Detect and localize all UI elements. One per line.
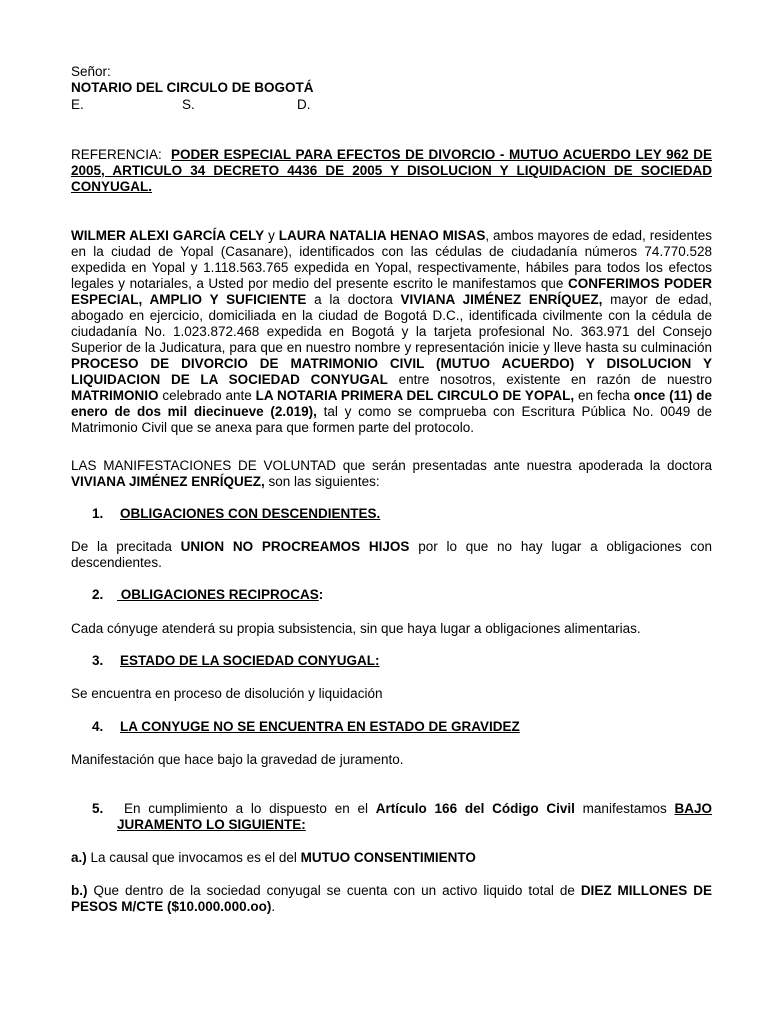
esd-s: S. bbox=[182, 97, 195, 112]
item-3-number: 3. bbox=[92, 653, 104, 668]
manifestations-paragraph: LAS MANIFESTACIONES DE VOLUNTAD que serán presentadas ante nuestra apoderada la doctora VIVIANA JIMÉNEZ ENRÍQUEZ, son las siguientes: bbox=[71, 458, 712, 489]
oath-heading: BAJO JURAMENTO LO SIGUIENTE: bbox=[117, 801, 712, 832]
power-grant: CONFERIMOS PODER ESPECIAL, AMPLIO Y SUFICIENTE bbox=[71, 276, 712, 307]
recipient: NOTARIO DEL CIRCULO DE BOGOTÁ bbox=[71, 80, 314, 95]
item-5-number: 5. bbox=[92, 801, 104, 816]
item-4-text: Manifestación que hace bajo la gravedad de juramento. bbox=[71, 752, 404, 767]
salutation: Señor: bbox=[71, 64, 111, 79]
notary-name: LA NOTARIA PRIMERA DEL CIRCULO DE YOPAL, bbox=[255, 388, 575, 403]
item-4-number: 4. bbox=[92, 719, 104, 734]
clause-a: a.) La causal que invocamos es el del MUTUO CONSENTIMIENTO bbox=[71, 850, 476, 865]
reference-label: REFERENCIA: bbox=[71, 147, 162, 162]
party-2-name: LAURA NATALIA HENAO MISAS bbox=[278, 228, 486, 243]
item-1-text: De la precitada UNION NO PROCREAMOS HIJOS por lo que no hay lugar a obligaciones con descendientes. bbox=[71, 539, 712, 570]
esd-e: E. bbox=[71, 97, 84, 112]
item-1-heading: OBLIGACIONES CON DESCENDIENTES. bbox=[120, 506, 381, 521]
party-1-name: WILMER ALEXI GARCÍA CELY bbox=[71, 228, 265, 243]
item-3-text: Se encuentra en proceso de disolución y liquidación bbox=[71, 686, 383, 701]
reference-text: PODER ESPECIAL PARA EFECTOS DE DIVORCIO - MUTUO ACUERDO LEY 962 DE 2005, ARTICULO 34 DECRETO 4436 DE 2005 Y DISOLUCION Y LIQUIDACION DE SOCIEDAD CONYUGAL. bbox=[71, 147, 712, 194]
item-3-heading: ESTADO DE LA SOCIEDAD CONYUGAL: bbox=[120, 653, 380, 668]
item-1-number: 1. bbox=[92, 506, 104, 521]
article-reference: Artículo 166 del Código Civil bbox=[375, 801, 575, 816]
item-4-heading: LA CONYUGE NO SE ENCUENTRA EN ESTADO DE GRAVIDEZ bbox=[120, 719, 520, 734]
item-2-number: 2. bbox=[92, 587, 104, 602]
cause-name: MUTUO CONSENTIMIENTO bbox=[300, 850, 476, 865]
marriage-date: once (11) de enero de dos mil diecinueve (2.019), bbox=[71, 388, 713, 419]
process-name: PROCESO DE DIVORCIO DE MATRIMONIO CIVIL (MUTUO ACUERDO) Y DISOLUCION Y LIQUIDACION DE LA SOCIEDAD CONYUGAL bbox=[71, 356, 712, 387]
attorney-name: VIVIANA JIMÉNEZ ENRÍQUEZ, bbox=[400, 292, 603, 307]
reference-paragraph bbox=[71, 147, 712, 195]
item-2-heading: OBLIGACIONES RECIPROCAS: bbox=[117, 587, 324, 602]
clause-b: b.) Que dentro de la sociedad conyugal se cuenta con un activo liquido total de DIEZ MILLONES DE PESOS M/CTE ($10.000.000.oo). bbox=[71, 883, 712, 914]
intro-paragraph: WILMER ALEXI GARCÍA CELY y LAURA NATALIA HENAO MISAS, ambos mayores de edad, residentes en la ciudad de Yopal (Casanare), identificados con las cédulas de ciudadanía números 74.770.528 expedida en Yopal y 1.118.563.765 expedida en Yopal, respectivamente, hábiles para todos los efectos legales y notariales, a Usted por medio del presente escrito le manifestamos que CONFERIMOS PODER ESPECIAL, AMPLIO Y SUFICIENTE a la doctora VIVIANA JIMÉNEZ ENRÍQUEZ, mayor de edad, abogado en ejercicio, domiciliada en la ciudad de Bogotá D.C., identificada civilmente con la cédula de ciudadanía No. 1.023.872.468 expedida en Bogotá y la tarjeta profesional No. 363.971 del Consejo Superior de la Judicatura, para que en nuestro nombre y representación inicie y lleve hasta su culminación PROCESO DE DIVORCIO DE MATRIMONIO CIVIL (MUTUO ACUERDO) Y DISOLUCION Y LIQUIDACION DE LA SOCIEDAD CONYUGAL entre nosotros, existente en razón de nuestro MATRIMONIO celebrado ante LA NOTARIA PRIMERA DEL CIRCULO DE YOPAL, en fecha once (11) de enero de dos mil diecinueve (2.019), tal y como se comprueba con Escritura Pública No. 0049 de Matrimonio Civil que se anexa para que formen parte del protocolo. bbox=[71, 228, 713, 435]
item-2-text: Cada cónyuge atenderá su propia subsistencia, sin que haya lugar a obligaciones alimentarias. bbox=[71, 621, 641, 636]
esd-d: D. bbox=[297, 97, 311, 112]
item-5-text: En cumplimiento a lo dispuesto en el Artículo 166 del Código Civil manifestamos BAJO JURAMENTO LO SIGUIENTE: bbox=[117, 801, 712, 832]
asset-amount: DIEZ MILLONES DE PESOS M/CTE ($10.000.000.oo) bbox=[71, 883, 712, 914]
esd-line bbox=[71, 97, 712, 113]
